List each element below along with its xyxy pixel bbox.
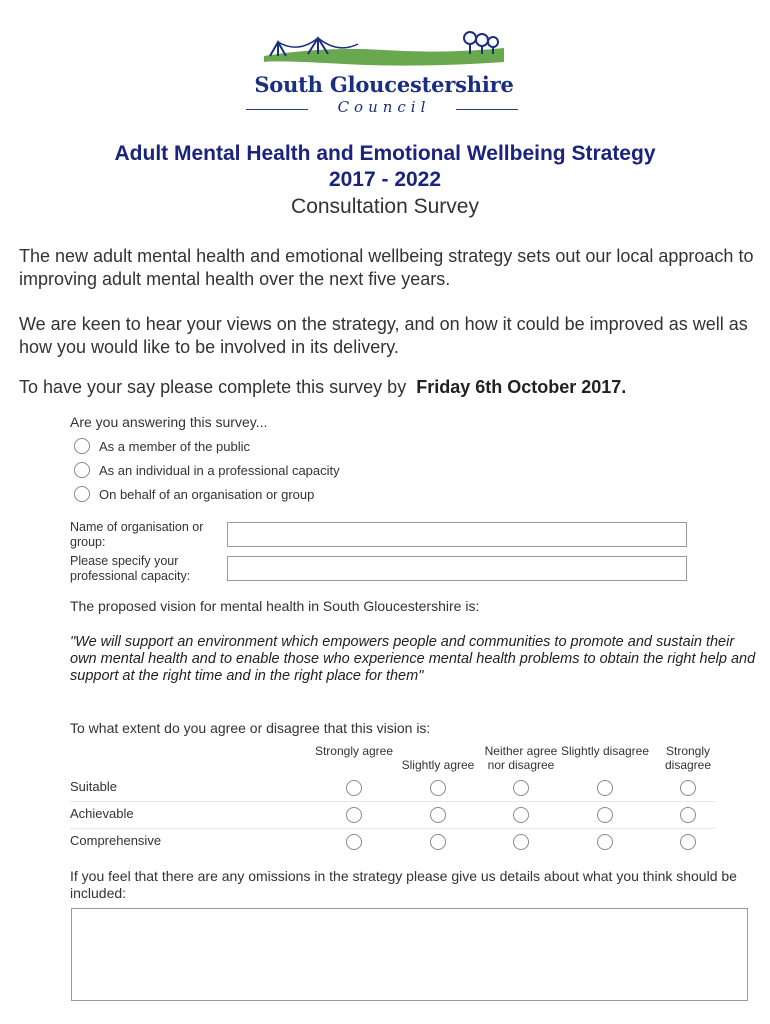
column-neither: Neither agree nor disagree (484, 744, 558, 772)
logo-name: South Gloucestershire (254, 72, 514, 97)
omissions-textarea[interactable] (71, 908, 748, 1001)
row-label: Comprehensive (70, 833, 162, 848)
q1-option-label: As a member of the public (99, 438, 251, 454)
matrix-row-suitable (70, 774, 715, 802)
q1-option-organisation[interactable] (74, 486, 314, 502)
radio-button[interactable] (346, 834, 362, 850)
radio-button[interactable] (597, 807, 613, 823)
page-subtitle: Consultation Survey (291, 195, 479, 218)
radio-button[interactable] (430, 807, 446, 823)
title-line-1: Adult Mental Health and Emotional Wellbeing Strategy (114, 142, 656, 165)
radio-button[interactable] (597, 780, 613, 796)
radio-button[interactable] (74, 438, 90, 454)
radio-button[interactable] (680, 834, 696, 850)
deadline-date: Friday 6th October 2017. (416, 377, 627, 397)
radio-button[interactable] (597, 834, 613, 850)
q1-option-public[interactable] (74, 438, 250, 454)
q1-question: Are you answering this survey... (70, 414, 268, 430)
vision-intro: The proposed vision for mental health in South Gloucestershire is: (70, 598, 480, 614)
column-slightly-disagree: Slightly disagree (560, 744, 650, 758)
q1-option-label: As an individual in a professional capacity (99, 462, 340, 478)
deadline-prefix: To have your say please complete this survey by (19, 377, 407, 397)
column-strongly-disagree: Strongly disagree (664, 744, 712, 772)
q2-question: To what extent do you agree or disagree that this vision is: (70, 720, 431, 736)
radio-button[interactable] (513, 807, 529, 823)
org-name-label: Name of organisation or group: (70, 520, 204, 549)
column-slightly-agree: Slightly agree (401, 758, 475, 772)
radio-button[interactable] (346, 780, 362, 796)
radio-button[interactable] (430, 780, 446, 796)
q1-option-professional[interactable] (74, 462, 340, 478)
q3-question: If you feel that there are any omissions in the strategy please give us details about what you think should be included: (70, 868, 737, 901)
intro-paragraph-2: We are keen to hear your views on the strategy, and on how it could be improved as well as how you would like to be involved in its delivery. (19, 314, 748, 357)
radio-button[interactable] (680, 780, 696, 796)
matrix-row-comprehensive (70, 828, 715, 855)
logo-rule-right (456, 109, 518, 110)
org-name-input[interactable] (227, 522, 687, 547)
row-label: Suitable (70, 779, 117, 794)
vision-quote: "We will support an environment which empowers people and communities to promote and sustain their own mental health and to enable those who experience mental health problems to obtain the right help and support at the right time and in the right place for them" (70, 634, 756, 684)
page-title (0, 141, 770, 193)
row-label: Achievable (70, 806, 134, 821)
intro-paragraph-3 (19, 376, 754, 399)
professional-capacity-input[interactable] (227, 556, 687, 581)
matrix-row-achievable (70, 801, 715, 829)
column-strongly-agree: Strongly agree (314, 744, 394, 758)
radio-button[interactable] (680, 807, 696, 823)
radio-button[interactable] (74, 462, 90, 478)
professional-capacity-label: Please specify your professional capacity: (70, 554, 191, 583)
council-logo (234, 28, 534, 120)
radio-button[interactable] (346, 807, 362, 823)
logo-sub: Council (337, 98, 431, 116)
title-line-2: 2017 - 2022 (328, 168, 442, 191)
radio-button[interactable] (430, 834, 446, 850)
radio-button[interactable] (513, 834, 529, 850)
radio-button[interactable] (74, 486, 90, 502)
q1-option-label: On behalf of an organisation or group (99, 486, 315, 502)
bridge-trees-logo-icon (264, 28, 504, 72)
intro-paragraph-1: The new adult mental health and emotional wellbeing strategy sets out our local approach to improving adult mental health over the next five years. (19, 246, 754, 289)
radio-button[interactable] (513, 780, 529, 796)
